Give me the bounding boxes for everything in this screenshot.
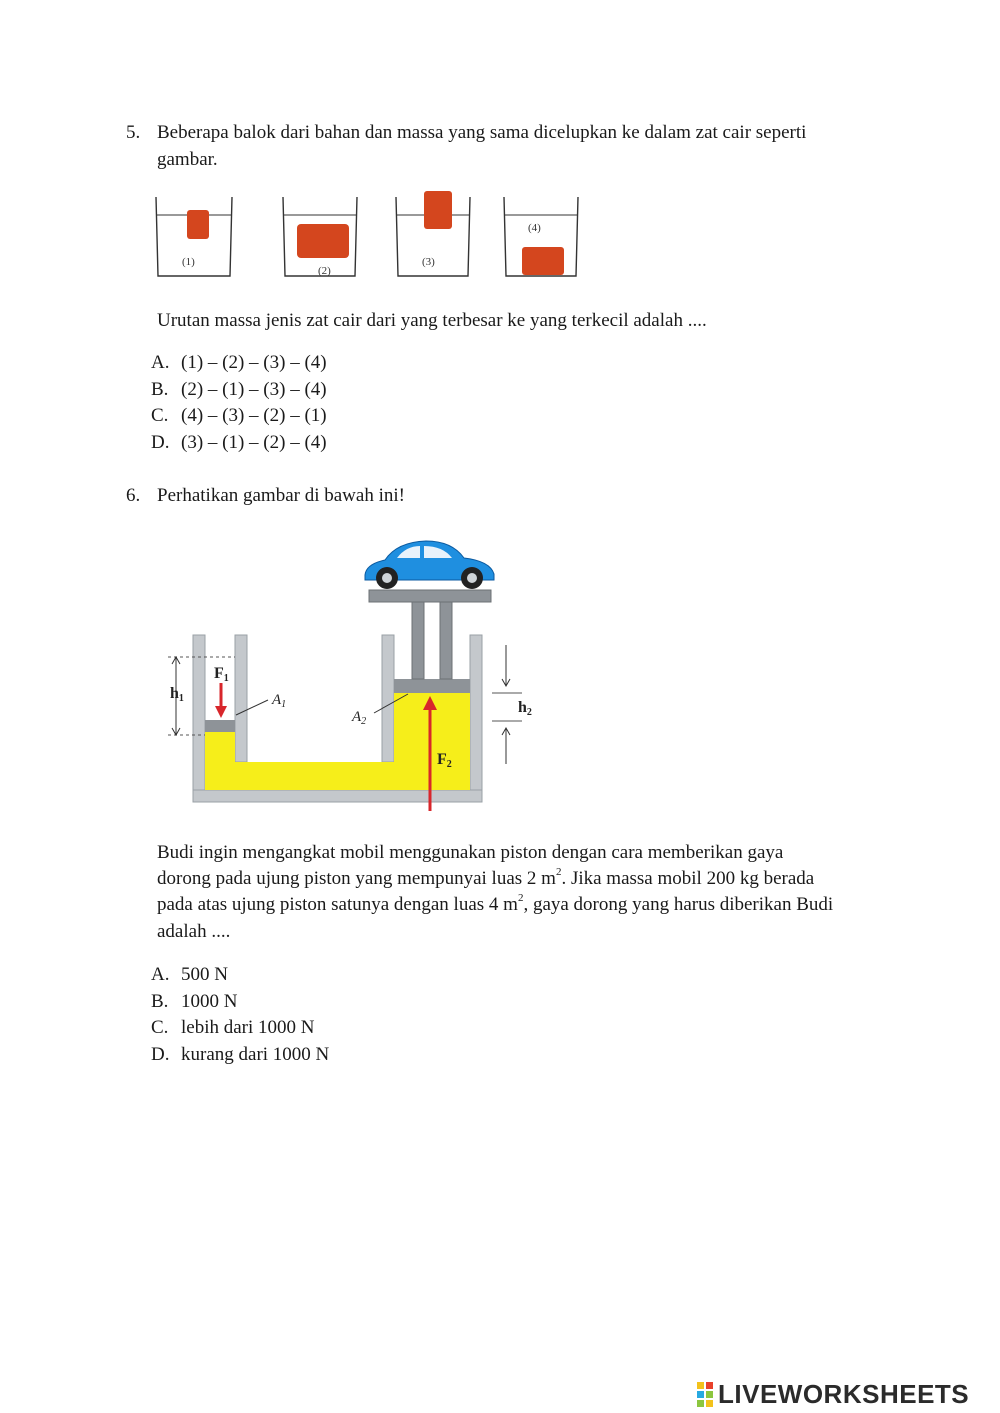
q5-option-c[interactable] xyxy=(151,402,327,429)
q5-option-d[interactable] xyxy=(151,429,327,456)
block-3 xyxy=(424,191,452,229)
q6-option-b[interactable] xyxy=(151,988,237,1015)
q6-option-c[interactable] xyxy=(151,1014,315,1041)
option-text: lebih dari 1000 N xyxy=(181,1017,315,1038)
hydraulic-lift-figure xyxy=(150,528,560,813)
q5-option-a[interactable] xyxy=(151,349,327,376)
a1-label: $A_1$ xyxy=(272,692,287,710)
option-letter: A. xyxy=(151,964,170,985)
option-text: 500 N xyxy=(181,964,228,985)
block-1 xyxy=(187,210,209,239)
h1-label: h1 xyxy=(170,685,184,704)
question-6-body-line1: Budi ingin mengangkat mobil menggunakan piston dengan cara memberikan gaya xyxy=(157,842,784,863)
option-letter: A. xyxy=(151,352,170,373)
q5-option-b[interactable] xyxy=(151,376,327,403)
question-6-body-line4: adalah .... xyxy=(157,921,231,942)
option-text: (3) – (1) – (2) – (4) xyxy=(181,432,327,453)
beaker-label-3: (3) xyxy=(422,256,435,268)
f2-label: F2 xyxy=(437,751,452,770)
option-text: (4) – (3) – (2) – (1) xyxy=(181,405,327,426)
question-6-body-line3: pada atas ujung piston satunya dengan luas 4 $m^2$, gaya dorong yang harus diberikan Budi xyxy=(157,891,834,915)
large-piston xyxy=(394,679,470,693)
logo-grid-icon xyxy=(697,1382,713,1407)
question-6-number: 6. xyxy=(126,485,141,506)
liveworksheets-logo[interactable] xyxy=(697,1378,969,1410)
option-text: (1) – (2) – (3) – (4) xyxy=(181,352,327,373)
option-text: (2) – (1) – (3) – (4) xyxy=(181,379,327,400)
q6-option-a[interactable] xyxy=(151,961,228,988)
h2-label: h2 xyxy=(518,699,532,718)
lift-platform xyxy=(369,590,491,602)
beaker-label-1: (1) xyxy=(182,256,195,268)
option-letter: B. xyxy=(151,379,169,400)
option-text: kurang dari 1000 N xyxy=(181,1044,330,1065)
question-5-prompt: Urutan massa jenis zat cair dari yang terbesar ke yang terkecil adalah .... xyxy=(157,310,707,331)
option-letter: D. xyxy=(151,1044,170,1065)
a2-label: $A_2$ xyxy=(352,709,367,727)
option-letter: C. xyxy=(151,1017,169,1038)
question-5-number: 5. xyxy=(126,122,141,143)
block-4 xyxy=(522,247,564,275)
option-text: 1000 N xyxy=(181,991,238,1012)
car-icon xyxy=(365,541,494,589)
question-6-body-line2: dorong pada ujung piston yang mempunyai luas 2 $m^2$. Jika massa mobil 200 kg berada xyxy=(157,865,815,889)
question-6-instruction: Perhatikan gambar di bawah ini! xyxy=(157,485,405,506)
beaker-label-4: (4) xyxy=(528,222,541,234)
q6-option-d[interactable] xyxy=(151,1041,329,1068)
question-5-text-line2: gambar. xyxy=(157,149,218,170)
question-5-text-line1: Beberapa balok dari bahan dan massa yang sama dicelupkan ke dalam zat cair seperti xyxy=(157,122,807,143)
block-2 xyxy=(297,224,349,258)
beakers-figure xyxy=(150,190,590,282)
f1-label: F1 xyxy=(214,665,229,684)
small-piston xyxy=(205,720,235,732)
option-letter: D. xyxy=(151,432,170,453)
logo-text: LIVEWORKSHEETS xyxy=(718,1378,970,1409)
beaker-label-2: (2) xyxy=(318,265,331,277)
option-letter: C. xyxy=(151,405,169,426)
option-letter: B. xyxy=(151,991,169,1012)
